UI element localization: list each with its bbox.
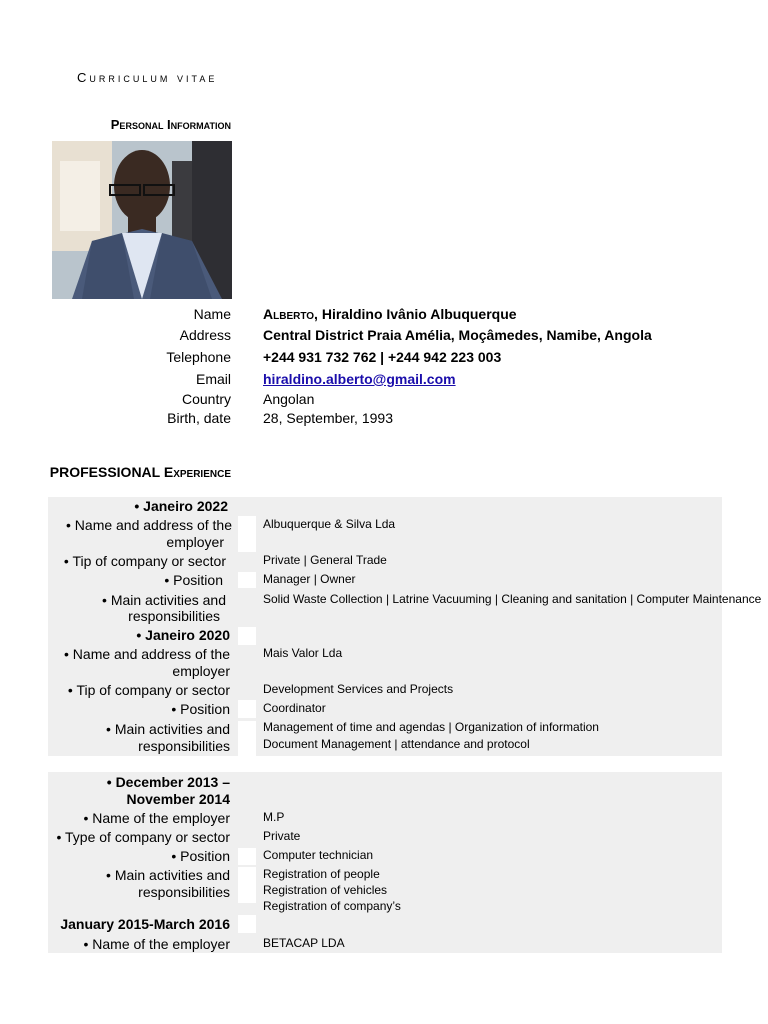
job2-activities-value-2: Document Management | attendance and protocol — [263, 737, 530, 751]
given-names: Hiraldino Ivânio Albuquerque — [317, 306, 517, 322]
job1-position-value: Manager | Owner — [263, 572, 356, 586]
job1-type-label: • Tip of company or sector — [63, 553, 226, 569]
profile-photo — [52, 141, 232, 299]
job4-employer-label: • Name of the employer — [83, 936, 230, 952]
job2-employer-label-2: employer — [172, 663, 230, 679]
job3-date-2: November 2014 — [126, 791, 230, 807]
telephone-label: Telephone — [166, 349, 231, 365]
address-value: Central District Praia Amélia, Moçâmedes, Namibe, Angola — [263, 327, 652, 343]
job3-type-value: Private — [263, 829, 301, 843]
gutter — [238, 867, 256, 903]
gutter — [238, 721, 256, 756]
job2-employer-label-1: • Name and address of the — [64, 646, 230, 662]
job4-date: January 2015-March 2016 — [60, 916, 230, 932]
job1-activities-label-2: responsibilities — [128, 608, 220, 624]
gutter — [238, 516, 256, 552]
section-title-personal: Personal Information — [110, 117, 231, 132]
surname: Alberto, — [263, 306, 318, 322]
section-title-experience-text: PROFESSIONAL Experience — [49, 464, 231, 480]
job3-activities-value-2: Registration of vehicles — [263, 883, 388, 897]
job3-employer-value: M.P — [263, 810, 285, 824]
gutter — [238, 848, 256, 865]
address-label: Address — [179, 327, 231, 343]
job2-position-value: Coordinator — [263, 701, 326, 715]
job1-activities-label-1: • Main activities and — [102, 592, 226, 608]
job2-activities-value-1: Management of time and agendas | Organization of information — [263, 720, 599, 734]
telephone-value: +244 931 732 762 | +244 942 223 003 — [263, 349, 502, 365]
country-value: Angolan — [263, 391, 315, 407]
job2-position-label: • Position — [171, 701, 230, 717]
job1-employer-value: Albuquerque & Silva Lda — [263, 517, 396, 531]
country-label: Country — [181, 391, 231, 407]
job2-activities-label-2: responsibilities — [138, 738, 230, 754]
job4-employer-value: BETACAP LDA — [263, 936, 345, 950]
job3-type-label: • Type of company or sector — [56, 829, 230, 845]
job3-activities-value-3: Registration of company’s — [263, 899, 401, 913]
birth-value: 28, September, 1993 — [263, 410, 393, 426]
job2-employer-value: Mais Valor Lda — [263, 646, 343, 660]
gutter — [238, 915, 256, 933]
gutter — [238, 700, 256, 718]
job1-date: • Janeiro 2022 — [134, 498, 228, 514]
job1-type-value: Private | General Trade — [263, 553, 387, 567]
job1-activities-value: Solid Waste Collection | Latrine Vacuuming | Cleaning and sanitation | Computer Maintenance — [263, 592, 762, 606]
job1-position-label: • Position — [164, 572, 223, 588]
gutter — [238, 627, 256, 645]
name-label: Name — [193, 306, 231, 322]
birth-label: Birth, date — [167, 410, 231, 426]
job3-date-1: • December 2013 – — [106, 774, 230, 790]
document-title: Curriculum vitae — [77, 70, 218, 85]
job3-activities-value-1: Registration of people — [263, 867, 380, 881]
job1-employer-label-2: employer — [166, 534, 224, 550]
job3-position-value: Computer technician — [263, 848, 374, 862]
name-value — [263, 306, 517, 323]
job3-employer-label: • Name of the employer — [83, 810, 230, 826]
job2-type-label: • Tip of company or sector — [67, 682, 230, 698]
gutter — [238, 572, 256, 588]
job1-employer-label-1: • Name and address of the — [66, 517, 232, 533]
email-label: Email — [195, 371, 231, 387]
job2-activities-label-1: • Main activities and — [106, 721, 230, 737]
job2-type-value: Development Services and Projects — [263, 682, 454, 696]
email-link[interactable]: hiraldino.alberto@gmail.com — [263, 371, 456, 387]
job2-date: • Janeiro 2020 — [136, 627, 230, 643]
job3-activities-label-2: responsibilities — [138, 884, 230, 900]
job3-activities-label-1: • Main activities and — [106, 867, 230, 883]
job3-position-label: • Position — [171, 848, 230, 864]
section-title-experience — [31, 464, 231, 480]
